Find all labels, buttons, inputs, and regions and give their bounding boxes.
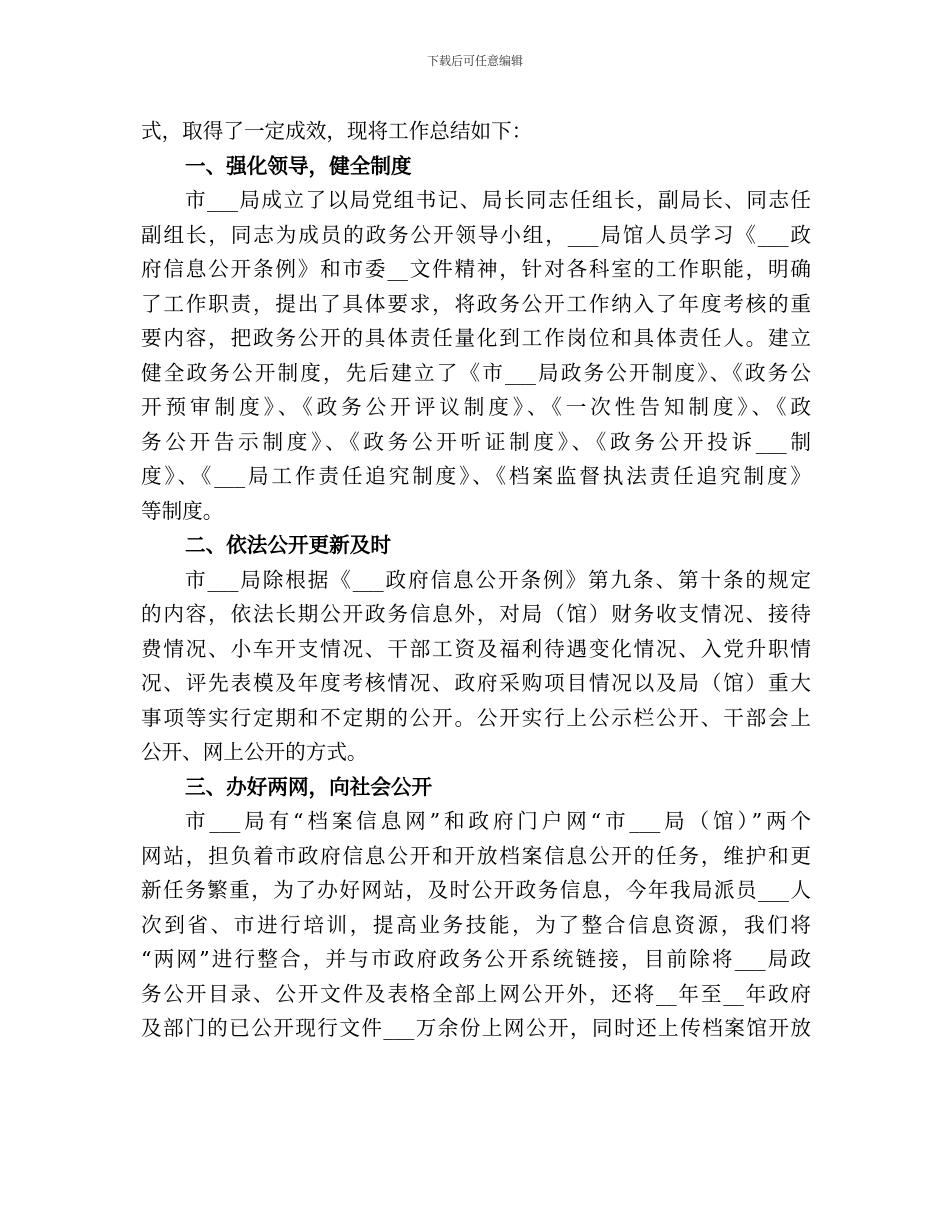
paragraph-line: 务公开告示制度》、《政务公开听证制度》、《政务公开投诉___制: [141, 429, 811, 454]
paragraph-line: 等制度。: [141, 498, 224, 523]
paragraph-line: 要内容，把政务公开的具体责任量化到工作岗位和具体责任人。建立: [141, 326, 811, 350]
section-heading: 二、依法公开更新及时: [185, 533, 391, 557]
paragraph-line: 公开、网上公开的方式。: [141, 740, 368, 764]
paragraph-line: 网站，担负着市政府信息公开和开放档案信息公开的任务，维护和更: [141, 843, 811, 868]
paragraph-line: 健全政务公开制度，先后建立了《市___局政务公开制度》、《政务公: [141, 360, 811, 385]
paragraph-line: 及部门的已公开现行文件___万余份上网公开，同时还上传档案馆开放: [141, 1016, 811, 1040]
paragraph-line: 的内容，依法长期公开政务信息外，对局（馆）财务收支情况、接待: [141, 602, 811, 626]
paragraph-line: 开预审制度》、《政务公开评议制度》、《一次性告知制度》、《政: [141, 395, 811, 419]
paragraph-line: 事项等实行定期和不定期的公开。公开实行上公示栏公开、干部会上: [141, 705, 811, 730]
paragraph-line: 费情况、小车开支情况、干部工资及福利待遇变化情况、入党升职情: [141, 636, 811, 661]
paragraph-line: 况、评先表模及年度考核情况、政府采购项目情况以及局（馆）重大: [141, 671, 811, 695]
paragraph-line: 新任务繁重，为了办好网站，及时公开政务信息，今年我局派员___人: [141, 878, 811, 902]
paragraph-line: 府信息公开条例》和市委__文件精神，针对各科室的工作职能，明确: [141, 257, 811, 281]
paragraph-line: 市___局除根据《___政府信息公开条例》第九条、第十条的规定: [185, 567, 811, 592]
section-heading: 三、办好两网，向社会公开: [185, 774, 433, 799]
paragraph-line: 了工作职责，提出了具体要求，将政务公开工作纳入了年度考核的重: [141, 291, 811, 316]
paragraph-line: 次到省、市进行培训，提高业务技能，为了整合信息资源，我们将: [141, 912, 811, 937]
paragraph-line: 副组长，同志为成员的政务公开领导小组，___局馆人员学习《___政: [141, 222, 811, 247]
document-body: [141, 114, 811, 1046]
paragraph-line: “两网”进行整合，并与市政府政务公开系统链接，目前除将___局政: [141, 947, 811, 971]
section-heading: 一、强化领导，健全制度: [185, 153, 412, 178]
paragraph-line: 市___局有“档案信息网”和政府门户网“市___局（馆）”两个: [185, 809, 811, 833]
page-header: 下载后可任意编辑: [426, 54, 523, 68]
paragraph-line: 式，取得了一定成效，现将工作总结如下：: [141, 119, 533, 143]
paragraph-line: 务公开目录、公开文件及表格全部上网公开外，还将__年至__年政府: [141, 981, 811, 1006]
paragraph-line: 度》、《___局工作责任追究制度》、《档案监督执法责任追究制度》: [141, 464, 811, 488]
paragraph-line: 市___局成立了以局党组书记、局长同志任组长，副局长、同志任: [185, 188, 811, 212]
